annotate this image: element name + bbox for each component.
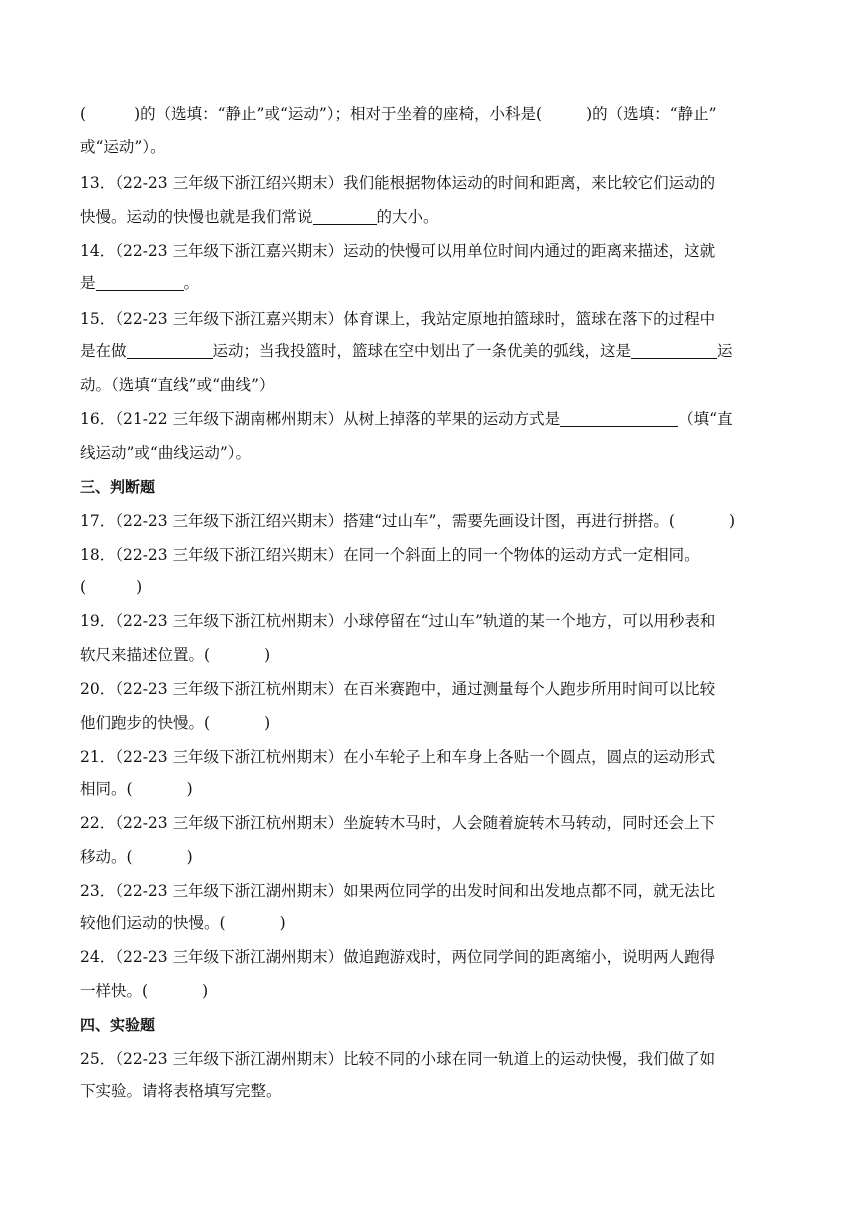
question-text: ) bbox=[264, 714, 271, 732]
question-text: 较他们运动的快慢。( bbox=[80, 914, 226, 932]
question-text: 25．（22-23 三年级下浙江湖州期末）比较不同的小球在同一轨道上的运动快慢，我们做了如 bbox=[80, 1050, 716, 1068]
q12-text-c: )的（选填：“静止” bbox=[586, 105, 717, 123]
question-text: （填“直 bbox=[678, 410, 733, 428]
q18-line-1 bbox=[80, 544, 790, 566]
question-text: 是 bbox=[80, 274, 96, 292]
q12-line-1 bbox=[80, 103, 790, 125]
q12-text-a: ( bbox=[80, 105, 87, 123]
question-text: 18．（22-23 三年级下浙江绍兴期末）在同一个斜面上的同一个物体的运动方式一定相同。 bbox=[80, 546, 700, 564]
question-text: 20．（22-23 三年级下浙江杭州期末）在百米赛跑中，通过测量每个人跑步所用时间可以比较 bbox=[80, 680, 716, 698]
question-text: ) bbox=[264, 646, 271, 664]
question-text: ) bbox=[186, 780, 193, 798]
question-text: 运动；当我投篮时，篮球在空中划出了一条优美的弧线，这是 bbox=[212, 342, 632, 360]
question-text: 相同。( bbox=[80, 780, 133, 798]
question-text: 。 bbox=[183, 274, 200, 292]
q15-line-2 bbox=[80, 340, 790, 362]
question-text: 他们跑步的快慢。( bbox=[80, 714, 211, 732]
question-text: 21．（22-23 三年级下浙江杭州期末）在小车轮子上和车身上各贴一个圆点，圆点的运动形式 bbox=[80, 748, 716, 766]
q15-line-1 bbox=[80, 308, 790, 330]
q19-line-1 bbox=[80, 610, 790, 632]
q12-text-b: )的（选填：“静止”或“运动”）；相对于坐着的座椅，小科是( bbox=[134, 105, 543, 123]
question-text: 移动。( bbox=[80, 848, 133, 866]
q15-line-3 bbox=[80, 374, 790, 396]
fill-blank[interactable] bbox=[96, 274, 184, 291]
q25-line-2 bbox=[80, 1080, 790, 1102]
question-text: 13．（22-23 三年级下浙江绍兴期末）我们能根据物体运动的时间和距离，来比较它们运动的 bbox=[80, 174, 716, 192]
q19-line-2 bbox=[80, 644, 790, 666]
q13-line-1 bbox=[80, 172, 790, 194]
q14-line-1 bbox=[80, 240, 790, 262]
q20-line-1 bbox=[80, 678, 790, 700]
question-text: ) bbox=[279, 914, 286, 932]
q21-line-1 bbox=[80, 746, 790, 768]
q25-line-1 bbox=[80, 1048, 790, 1070]
q24-line-1 bbox=[80, 946, 790, 968]
question-text: 19．（22-23 三年级下浙江杭州期末）小球停留在“过山车”轨道的某一个地方，可以用秒表和 bbox=[80, 612, 716, 630]
question-text: 下实验。请将表格填写完整。 bbox=[80, 1082, 282, 1100]
question-text: 24．（22-23 三年级下浙江湖州期末）做追跑游戏时，两位同学间的距离缩小，说明两人跑得 bbox=[80, 948, 716, 966]
fill-blank[interactable] bbox=[631, 342, 717, 359]
question-text: 一样快。( bbox=[80, 982, 149, 1000]
question-text: 23．（22-23 三年级下浙江湖州期末）如果两位同学的出发时间和出发地点都不同，就无法比 bbox=[80, 882, 716, 900]
q12-line-2 bbox=[80, 136, 790, 158]
question-text: 线运动”或“曲线运动”）。 bbox=[80, 444, 252, 462]
q13-line-2 bbox=[80, 206, 790, 228]
q18-line-2 bbox=[80, 576, 790, 598]
question-text: 22．（22-23 三年级下浙江杭州期末）坐旋转木马时，人会随着旋转木马转动，同时还会上下 bbox=[80, 814, 716, 832]
section-heading-experiment: 四、实验题 bbox=[80, 1016, 156, 1034]
question-text: 动。（选填“直线”或“曲线”） bbox=[80, 376, 275, 394]
q14-line-2 bbox=[80, 272, 790, 294]
q17-line-1 bbox=[80, 510, 790, 532]
q23-line-2 bbox=[80, 912, 790, 934]
question-text: ( bbox=[80, 578, 87, 596]
q16-line-1 bbox=[80, 408, 790, 430]
q23-line-1 bbox=[80, 880, 790, 902]
section-heading-judgement: 三、判断题 bbox=[80, 478, 156, 496]
q21-line-2 bbox=[80, 778, 790, 800]
question-text: 14．（22-23 三年级下浙江嘉兴期末）运动的快慢可以用单位时间内通过的距离来描述，这就 bbox=[80, 242, 716, 260]
question-text: 快慢。运动的快慢也就是我们常说 bbox=[80, 208, 313, 226]
question-text: 是在做 bbox=[80, 342, 127, 360]
question-text: 15．（22-23 三年级下浙江嘉兴期末）体育课上，我站定原地拍篮球时，篮球在落下的过程中 bbox=[80, 310, 716, 328]
question-text: ) bbox=[202, 982, 209, 1000]
fill-blank[interactable] bbox=[313, 208, 377, 225]
question-text: 的大小。 bbox=[376, 208, 439, 226]
q20-line-2 bbox=[80, 712, 790, 734]
question-text: 运 bbox=[717, 342, 733, 360]
q22-line-2 bbox=[80, 846, 790, 868]
q12-text-d: 或“运动”）。 bbox=[80, 138, 166, 156]
question-text: 软尺来描述位置。( bbox=[80, 646, 211, 664]
q16-line-2 bbox=[80, 442, 790, 464]
question-text: ) bbox=[728, 512, 736, 530]
question-text: ) bbox=[136, 578, 143, 596]
fill-blank[interactable] bbox=[560, 410, 678, 427]
question-text: ) bbox=[186, 848, 193, 866]
question-text: 16．（21-22 三年级下湖南郴州期末）从树上掉落的苹果的运动方式是 bbox=[80, 410, 561, 428]
question-text: 17．（22-23 三年级下浙江绍兴期末）搭建“过山车”，需要先画设计图，再进行拼搭。( bbox=[80, 512, 675, 530]
q22-line-1 bbox=[80, 812, 790, 834]
fill-blank[interactable] bbox=[127, 342, 213, 359]
q24-line-2 bbox=[80, 980, 790, 1002]
